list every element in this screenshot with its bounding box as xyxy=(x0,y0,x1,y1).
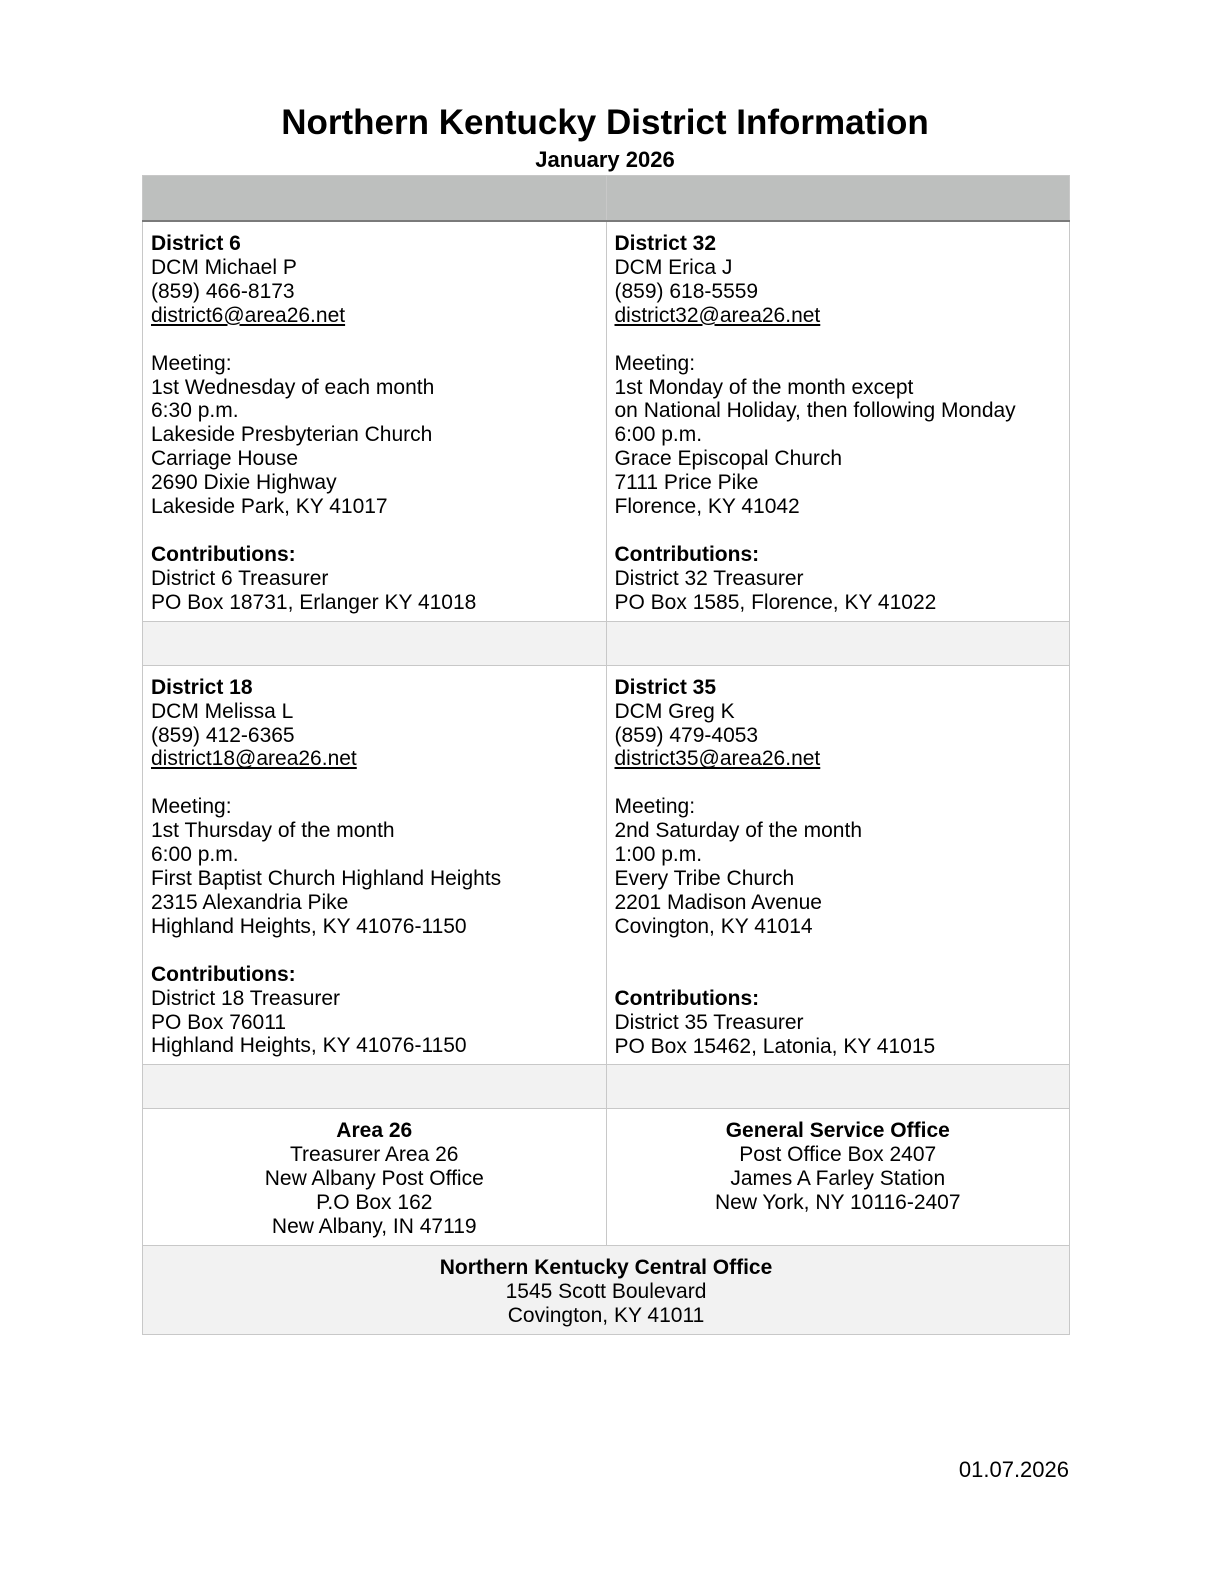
header-cell-right xyxy=(606,176,1070,222)
meeting-line: Lakeside Presbyterian Church xyxy=(151,423,433,447)
contribution-line: PO Box 1585, Florence, KY 41022 xyxy=(614,590,937,614)
meeting-line: Highland Heights, KY 41076-1150 xyxy=(151,914,467,938)
meeting-line: on National Holiday, then following Monday xyxy=(614,399,1016,423)
area26-cell xyxy=(143,1109,607,1246)
central-office-cell xyxy=(143,1246,1070,1335)
email-link[interactable]: district35@area26.net xyxy=(614,747,821,771)
dcm-name: DCM Erica J xyxy=(614,255,733,279)
email-link[interactable]: district6@area26.net xyxy=(151,303,346,327)
spacer-row xyxy=(143,621,1070,665)
meeting-line: 1st Wednesday of each month xyxy=(151,375,435,399)
email-link[interactable]: district18@area26.net xyxy=(151,747,357,771)
dcm-name: DCM Michael P xyxy=(151,255,297,279)
area26-name: Area 26 xyxy=(336,1119,413,1143)
email-link[interactable]: district32@area26.net xyxy=(614,303,821,327)
meeting-line: 2315 Alexandria Pike xyxy=(151,890,349,914)
contribution-line: PO Box 15462, Latonia, KY 41015 xyxy=(614,1034,936,1058)
meeting-label: Meeting: xyxy=(151,795,232,819)
offices-row xyxy=(143,1109,1070,1246)
spacer-cell xyxy=(143,621,607,665)
phone-number: (859) 618-5559 xyxy=(614,279,759,303)
meeting-line: 7111 Price Pike xyxy=(614,471,759,495)
contributions-label: Contributions: xyxy=(151,542,296,566)
phone-number: (859) 466-8173 xyxy=(151,279,295,303)
dcm-name: DCM Melissa L xyxy=(151,699,294,723)
spacer-cell xyxy=(606,1065,1070,1109)
district-name: District 18 xyxy=(151,675,253,699)
contribution-line: Highland Heights, KY 41076-1150 xyxy=(151,1034,467,1058)
contribution-line: District 35 Treasurer xyxy=(614,1010,804,1034)
spacer-cell xyxy=(143,1065,607,1109)
gso-line: New York, NY 10116-2407 xyxy=(714,1191,961,1215)
contributions-label: Contributions: xyxy=(614,986,760,1010)
central-office-line: Covington, KY 41011 xyxy=(507,1303,705,1327)
page-subtitle: January 2026 xyxy=(535,147,675,172)
spacer-row xyxy=(143,1065,1070,1109)
contribution-line: District 6 Treasurer xyxy=(151,566,329,590)
district-cell-18 xyxy=(143,665,607,1065)
meeting-line: 2201 Madison Avenue xyxy=(614,890,822,914)
meeting-line: 6:30 p.m. xyxy=(151,399,239,423)
area26-line: New Albany Post Office xyxy=(264,1167,484,1191)
meeting-line: Covington, KY 41014 xyxy=(614,914,813,938)
district-name: District 6 xyxy=(151,232,241,255)
meeting-line: 2690 Dixie Highway xyxy=(151,471,337,495)
district-row xyxy=(143,221,1070,621)
contribution-line: District 32 Treasurer xyxy=(614,566,804,590)
page-title: Northern Kentucky District Information xyxy=(281,103,929,142)
meeting-line: 6:00 p.m. xyxy=(151,843,239,867)
contribution-line: District 18 Treasurer xyxy=(151,986,341,1010)
phone-number: (859) 479-4053 xyxy=(614,723,759,747)
meeting-line: Carriage House xyxy=(151,447,299,471)
gso-line: Post Office Box 2407 xyxy=(739,1143,937,1167)
table-header-row xyxy=(143,176,1070,222)
phone-number: (859) 412-6365 xyxy=(151,723,295,747)
meeting-label: Meeting: xyxy=(151,351,232,375)
central-office-line: 1545 Scott Boulevard xyxy=(505,1279,707,1303)
contributions-label: Contributions: xyxy=(151,962,296,986)
gso-name: General Service Office xyxy=(725,1119,950,1143)
meeting-line: 1:00 p.m. xyxy=(614,843,703,867)
district-name: District 32 xyxy=(614,232,717,255)
meeting-line: 1st Monday of the month except xyxy=(614,375,914,399)
meeting-line: Florence, KY 41042 xyxy=(614,495,800,519)
gso-cell xyxy=(606,1109,1070,1246)
meeting-line: Lakeside Park, KY 41017 xyxy=(151,495,388,519)
meeting-line: 1st Thursday of the month xyxy=(151,819,395,843)
area26-line: New Albany, IN 47119 xyxy=(271,1215,477,1239)
district-name: District 35 xyxy=(614,675,717,699)
area26-line: Treasurer Area 26 xyxy=(290,1143,459,1167)
footer-date: 01.07.2026 xyxy=(958,1457,1069,1482)
meeting-line: Every Tribe Church xyxy=(614,867,795,891)
district-cell-35 xyxy=(606,665,1070,1065)
district-cell-6 xyxy=(143,221,607,621)
district-cell-32 xyxy=(606,221,1070,621)
dcm-name: DCM Greg K xyxy=(614,699,735,723)
area26-line: P.O Box 162 xyxy=(316,1191,433,1215)
meeting-line: 6:00 p.m. xyxy=(614,423,703,447)
central-office-name: Northern Kentucky Central Office xyxy=(439,1256,773,1279)
contribution-line: PO Box 76011 xyxy=(151,1010,287,1034)
central-office-row xyxy=(143,1246,1070,1335)
meeting-label: Meeting: xyxy=(614,795,696,819)
meeting-line: Grace Episcopal Church xyxy=(614,447,843,471)
gso-line: James A Farley Station xyxy=(730,1167,946,1191)
contributions-label: Contributions: xyxy=(614,542,760,566)
meeting-line: 2nd Saturday of the month xyxy=(614,819,862,843)
meeting-line: First Baptist Church Highland Heights xyxy=(151,867,502,891)
header-cell-left xyxy=(143,176,607,222)
district-row xyxy=(143,665,1070,1065)
contribution-line: PO Box 18731, Erlanger KY 41018 xyxy=(151,590,477,614)
meeting-label: Meeting: xyxy=(614,351,696,375)
spacer-cell xyxy=(606,621,1070,665)
district-table xyxy=(142,175,1070,1335)
